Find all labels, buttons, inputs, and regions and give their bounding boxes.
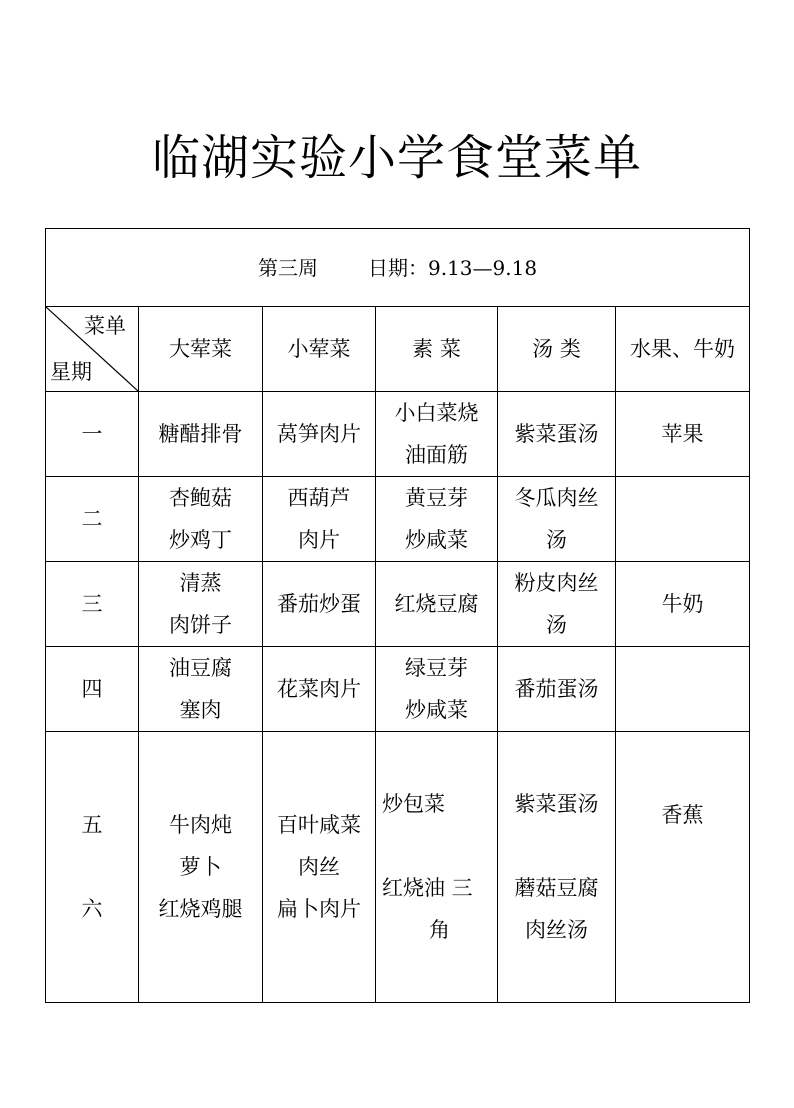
day-label-fri: 五 <box>81 813 103 837</box>
side-meat-cell: 花菜肉片 <box>263 647 376 732</box>
soup-cell: 紫菜蛋汤 蘑菇豆腐 肉丝汤 <box>498 732 616 1003</box>
table-row <box>46 562 750 647</box>
side-meat-cell: 百叶咸菜 肉丝 扁卜肉片 <box>263 732 376 1003</box>
day-cell: 二 <box>46 477 139 562</box>
day-label-sat: 六 <box>81 897 103 921</box>
fruit-milk-cell <box>616 647 750 732</box>
main-meat-cell: 清蒸 肉饼子 <box>139 562 263 647</box>
vegetable-cell: 小白菜烧 油面筋 <box>376 392 498 477</box>
week-info <box>46 229 750 307</box>
col-header-side-meat: 小荤菜 <box>263 307 376 392</box>
col-header-fruit-milk: 水果、牛奶 <box>616 307 750 392</box>
week-label: 第三周 <box>257 255 318 280</box>
main-meat-cell: 油豆腐 塞肉 <box>139 647 263 732</box>
fruit-milk-cell <box>616 477 750 562</box>
soup-cell: 紫菜蛋汤 <box>498 392 616 477</box>
col-header-main-meat: 大荤菜 <box>139 307 263 392</box>
vegetable-cell: 黄豆芽 炒咸菜 <box>376 477 498 562</box>
vegetable-cell: 红烧豆腐 <box>376 562 498 647</box>
side-meat-cell: 莴笋肉片 <box>263 392 376 477</box>
soup-cell: 番茄蛋汤 <box>498 647 616 732</box>
page-title: 临湖实验小学食堂菜单 <box>151 130 642 186</box>
soup-cell: 粉皮肉丝 汤 <box>498 562 616 647</box>
table-row <box>46 732 750 1003</box>
day-cell: 三 <box>46 562 139 647</box>
main-meat-cell: 杏鲍菇 炒鸡丁 <box>139 477 263 562</box>
side-meat-cell: 番茄炒蛋 <box>263 562 376 647</box>
vegetable-cell: 炒包菜 红烧油 三 角 <box>376 732 498 1003</box>
main-meat-cell: 牛肉炖 萝卜 红烧鸡腿 <box>139 732 263 1003</box>
col-header-vegetable: 素 菜 <box>376 307 498 392</box>
corner-label-menu: 菜单 <box>84 314 126 338</box>
day-cell <box>46 732 139 1003</box>
menu-table <box>45 228 750 1003</box>
table-row <box>46 477 750 562</box>
week-dates: 日期：9.13—9.18 <box>367 255 538 280</box>
vegetable-cell: 绿豆芽 炒咸菜 <box>376 647 498 732</box>
main-meat-cell: 糖醋排骨 <box>139 392 263 477</box>
soup-cell: 冬瓜肉丝 汤 <box>498 477 616 562</box>
corner-header <box>46 307 139 392</box>
fruit-milk-cell: 苹果 <box>616 392 750 477</box>
col-header-soup: 汤 类 <box>498 307 616 392</box>
corner-label-weekday: 星期 <box>50 360 92 384</box>
fruit-milk-cell: 香蕉 <box>616 732 750 1003</box>
table-row <box>46 392 750 477</box>
table-row <box>46 647 750 732</box>
fruit-milk-cell: 牛奶 <box>616 562 750 647</box>
day-cell: 四 <box>46 647 139 732</box>
side-meat-cell: 西葫芦 肉片 <box>263 477 376 562</box>
day-cell: 一 <box>46 392 139 477</box>
